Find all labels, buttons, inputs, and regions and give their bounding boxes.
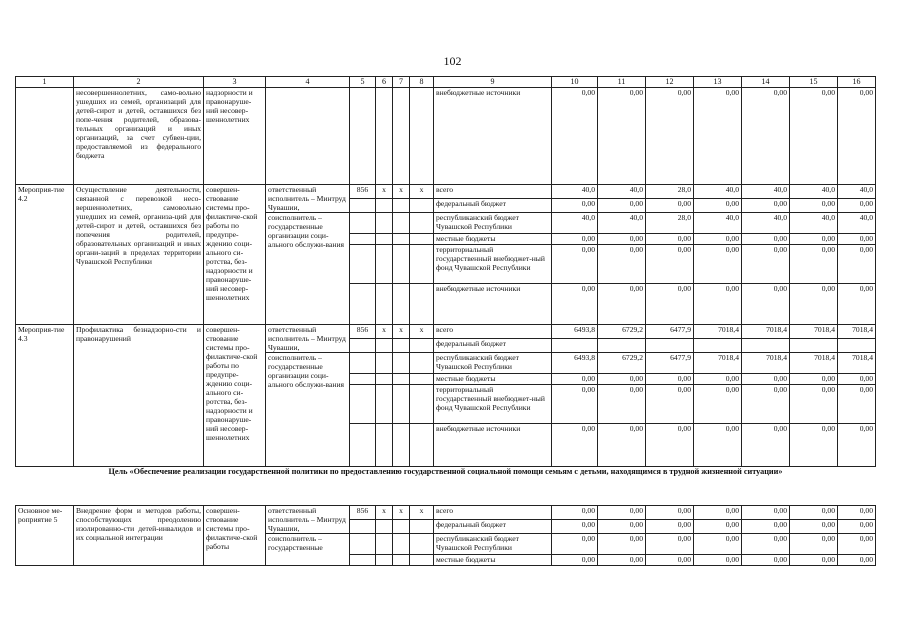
value-cell [694, 339, 742, 353]
table-cell [410, 199, 434, 213]
code-cell: x [393, 185, 410, 199]
value-cell: 0,00 [598, 520, 646, 534]
value-cell: 0,00 [598, 234, 646, 245]
value-cell: 0,00 [790, 284, 838, 325]
value-cell: 0,00 [552, 520, 598, 534]
value-cell: 0,00 [838, 234, 876, 245]
table-cell [350, 284, 376, 325]
funding-source: республиканский бюджет Чувашской Республики [434, 353, 552, 374]
measure-goal: совершен-ствование системы про-филактиче-ской работы [204, 506, 266, 566]
column-header: 2 [74, 77, 204, 88]
table-cell [350, 385, 376, 424]
table-cell [410, 88, 434, 185]
table-cell [266, 88, 350, 185]
funding-source: территориальный государственный внебюджет-ный фонд Чувашской Республики [434, 385, 552, 424]
table-cell [376, 284, 393, 325]
value-cell: 0,00 [838, 424, 876, 467]
value-cell: 0,00 [598, 284, 646, 325]
value-cell [742, 339, 790, 353]
value-cell: 0,00 [552, 506, 598, 520]
value-cell: 0,00 [694, 199, 742, 213]
table-cell [350, 213, 376, 234]
value-cell: 0,00 [552, 555, 598, 566]
value-cell: 0,00 [790, 374, 838, 385]
value-cell: 0,00 [694, 506, 742, 520]
column-header: 7 [393, 77, 410, 88]
value-cell: 0,00 [598, 424, 646, 467]
funding-source: федеральный бюджет [434, 339, 552, 353]
value-cell: 0,00 [790, 424, 838, 467]
value-cell: 0,00 [694, 424, 742, 467]
value-cell: 0,00 [646, 385, 694, 424]
value-cell: 0,00 [790, 506, 838, 520]
value-cell: 0,00 [838, 555, 876, 566]
column-header: 12 [646, 77, 694, 88]
responsible-executor: ответственный исполнитель – Минтруд Чувашии, [266, 506, 350, 534]
value-cell: 0,00 [694, 555, 742, 566]
table-cell [376, 385, 393, 424]
value-cell: 6493,8 [552, 353, 598, 374]
column-header: 10 [552, 77, 598, 88]
goal-row [16, 467, 876, 506]
table-cell [393, 534, 410, 555]
value-cell: 0,00 [742, 245, 790, 284]
funding-source: местные бюджеты [434, 234, 552, 245]
co-executor: соисполнитель – государственные [266, 534, 350, 566]
table-cell [410, 424, 434, 467]
value-cell: 0,00 [742, 374, 790, 385]
table-cell [350, 199, 376, 213]
value-cell: 0,00 [694, 374, 742, 385]
table-cell [393, 353, 410, 374]
table-cell [376, 424, 393, 467]
value-cell: 0,00 [742, 506, 790, 520]
funding-row [16, 185, 876, 199]
value-cell: 0,00 [552, 385, 598, 424]
value-cell: 0,00 [790, 245, 838, 284]
table-cell [376, 234, 393, 245]
code-grbs: 856 [350, 185, 376, 199]
value-cell: 0,00 [742, 234, 790, 245]
value-cell: 0,00 [646, 284, 694, 325]
funding-source: федеральный бюджет [434, 199, 552, 213]
value-cell: 40,0 [742, 185, 790, 199]
funding-source: всего [434, 506, 552, 520]
value-cell: 0,00 [646, 88, 694, 185]
value-cell: 7018,4 [694, 325, 742, 339]
value-cell: 0,00 [742, 424, 790, 467]
table-cell [393, 555, 410, 566]
table-cell [410, 353, 434, 374]
value-cell: 40,0 [838, 213, 876, 234]
measure-id: Мероприя-тие 4.2 [16, 185, 74, 325]
value-cell: 0,00 [552, 234, 598, 245]
measure-goal: совершен-ствование системы про-филактиче-ской работы по предупре-ждению соци-ального си-ротства, без-надзорности и правонаруше-ний несовер-шеннолетних [204, 185, 266, 325]
value-cell: 0,00 [790, 534, 838, 555]
value-cell: 0,00 [552, 199, 598, 213]
table-cell [350, 245, 376, 284]
code-cell: x [376, 185, 393, 199]
value-cell: 0,00 [694, 234, 742, 245]
value-cell: 0,00 [694, 284, 742, 325]
table-cell [376, 199, 393, 213]
value-cell: 0,00 [742, 520, 790, 534]
value-cell: 7018,4 [838, 325, 876, 339]
value-cell: 40,0 [838, 185, 876, 199]
table-cell [410, 385, 434, 424]
value-cell: 0,00 [790, 199, 838, 213]
value-cell: 40,0 [694, 213, 742, 234]
value-cell: 0,00 [598, 385, 646, 424]
value-cell: 0,00 [694, 385, 742, 424]
code-cell: x [376, 325, 393, 339]
table-cell [393, 339, 410, 353]
funding-source: республиканский бюджет Чувашской Республики [434, 213, 552, 234]
value-cell: 28,0 [646, 213, 694, 234]
column-header: 1 [16, 77, 74, 88]
value-cell: 0,00 [552, 534, 598, 555]
measure-goal: совершен-ствование системы про-филактиче-ской работы по предупре-ждению соци-ального си-ротства, без-надзорности и правонаруше-ний несовер-шеннолетних [204, 325, 266, 467]
table-cell [393, 374, 410, 385]
table-cell [350, 339, 376, 353]
value-cell: 0,00 [598, 534, 646, 555]
value-cell: 7018,4 [838, 353, 876, 374]
table-cell [376, 353, 393, 374]
value-cell: 40,0 [742, 213, 790, 234]
value-cell: 0,00 [742, 88, 790, 185]
continuation-row [16, 88, 876, 185]
goal-heading: Цель «Обеспечение реализации государственной политики по предоставлению государственной социальной помощи семьям с детьми, находящимся в трудной жизненной ситуации» [16, 467, 876, 506]
value-cell: 0,00 [790, 555, 838, 566]
value-cell: 0,00 [552, 88, 598, 185]
table-cell [393, 520, 410, 534]
value-cell: 40,0 [790, 185, 838, 199]
value-cell: 7018,4 [694, 353, 742, 374]
value-cell: 0,00 [838, 520, 876, 534]
table-cell [393, 245, 410, 284]
column-header: 9 [434, 77, 552, 88]
measure-description: несовершеннолетних, само-вольно ушедших из семей, организаций для детей-сирот и детей, оставшихся без попе-чения родителей, образова-тельных организаций и иных организаций, за счет субвен-ции, предоставляемой из федерального бюджета [74, 88, 204, 185]
code-grbs: 856 [350, 325, 376, 339]
column-header: 16 [838, 77, 876, 88]
table-cell [410, 534, 434, 555]
table-cell [376, 245, 393, 284]
value-cell: 0,00 [598, 88, 646, 185]
funding-source: местные бюджеты [434, 374, 552, 385]
responsible-executor: ответственный исполнитель – Минтруд Чувашии, [266, 325, 350, 353]
value-cell: 0,00 [598, 245, 646, 284]
table-cell [350, 353, 376, 374]
value-cell: 7018,4 [790, 325, 838, 339]
measure-id: Основное ме-роприятие 5 [16, 506, 74, 566]
column-header: 8 [410, 77, 434, 88]
value-cell: 0,00 [646, 234, 694, 245]
code-grbs: 856 [350, 506, 376, 520]
column-header: 5 [350, 77, 376, 88]
funding-row [16, 325, 876, 339]
value-cell: 0,00 [646, 520, 694, 534]
column-header: 4 [266, 77, 350, 88]
value-cell: 0,00 [646, 199, 694, 213]
value-cell: 0,00 [838, 374, 876, 385]
page-number: 102 [443, 54, 462, 68]
table-cell [350, 520, 376, 534]
measure-goal: надзорности и правонаруше-ний несовер-шеннолетних [204, 88, 266, 185]
table-cell [393, 234, 410, 245]
value-cell: 0,00 [838, 506, 876, 520]
table-cell [376, 534, 393, 555]
value-cell: 0,00 [838, 199, 876, 213]
value-cell: 0,00 [742, 555, 790, 566]
value-cell [646, 339, 694, 353]
table-cell [350, 88, 376, 185]
value-cell [552, 339, 598, 353]
value-cell: 7018,4 [790, 353, 838, 374]
value-cell: 28,0 [646, 185, 694, 199]
column-header: 13 [694, 77, 742, 88]
table-cell [393, 199, 410, 213]
column-header: 14 [742, 77, 790, 88]
funding-source: местные бюджеты [434, 555, 552, 566]
value-cell: 40,0 [598, 213, 646, 234]
value-cell: 40,0 [598, 185, 646, 199]
value-cell: 0,00 [694, 520, 742, 534]
value-cell: 0,00 [552, 424, 598, 467]
table-cell [376, 339, 393, 353]
value-cell: 0,00 [742, 199, 790, 213]
table-cell [410, 374, 434, 385]
value-cell: 0,00 [598, 555, 646, 566]
table-cell [410, 213, 434, 234]
table-cell [350, 534, 376, 555]
value-cell: 6477,9 [646, 353, 694, 374]
table-cell [376, 88, 393, 185]
table-cell [16, 88, 74, 185]
value-cell: 0,00 [790, 88, 838, 185]
funding-source: территориальный государственный внебюджет-ный фонд Чувашской Республики [434, 245, 552, 284]
table-cell [376, 520, 393, 534]
column-header: 6 [376, 77, 393, 88]
value-cell: 0,00 [742, 534, 790, 555]
value-cell: 0,00 [694, 88, 742, 185]
value-cell: 40,0 [552, 213, 598, 234]
code-cell: x [410, 325, 434, 339]
code-cell: x [410, 185, 434, 199]
value-cell: 0,00 [646, 555, 694, 566]
table-cell [350, 374, 376, 385]
table-cell [350, 424, 376, 467]
code-cell: x [393, 325, 410, 339]
value-cell [838, 339, 876, 353]
value-cell: 0,00 [838, 534, 876, 555]
value-cell: 0,00 [552, 245, 598, 284]
value-cell: 0,00 [646, 534, 694, 555]
value-cell: 0,00 [742, 284, 790, 325]
table-cell [376, 555, 393, 566]
funding-row [16, 506, 876, 520]
table-cell [410, 555, 434, 566]
funding-source: федеральный бюджет [434, 520, 552, 534]
value-cell: 0,00 [838, 284, 876, 325]
table-cell [350, 555, 376, 566]
value-cell: 6729,2 [598, 353, 646, 374]
table-cell [393, 284, 410, 325]
value-cell: 0,00 [742, 385, 790, 424]
value-cell: 0,00 [790, 234, 838, 245]
table-cell [393, 385, 410, 424]
table-cell [410, 234, 434, 245]
measure-description: Внедрение форм и методов работы, способствующих преодолению изолированно-сти детей-инвалидов и их социальной интеграции [74, 506, 204, 566]
funding-source: внебюджетные источники [434, 284, 552, 325]
table-cell [393, 424, 410, 467]
column-header: 15 [790, 77, 838, 88]
code-cell: x [410, 506, 434, 520]
co-executor: соисполнитель – государственные организации соци-ального обслужи-вания [266, 213, 350, 325]
value-cell: 0,00 [598, 374, 646, 385]
table-cell [393, 88, 410, 185]
value-cell: 0,00 [552, 284, 598, 325]
column-header: 11 [598, 77, 646, 88]
value-cell: 0,00 [646, 424, 694, 467]
value-cell: 0,00 [838, 245, 876, 284]
funding-source: внебюджетные источники [434, 88, 552, 185]
table-cell [350, 234, 376, 245]
value-cell: 40,0 [552, 185, 598, 199]
value-cell: 0,00 [694, 245, 742, 284]
value-cell: 6729,2 [598, 325, 646, 339]
measure-id: Мероприя-тие 4.3 [16, 325, 74, 467]
measure-description: Осуществление деятельности, связанной с перевозкой несо-вершеннолетних, самовольно ушедших из семей, организа-ций для детей-сирот и детей, оставшихся без попечения родителей, образовательных организаций и иных органи-заций в пределах территории Чувашской Республики [74, 185, 204, 325]
code-cell: x [376, 506, 393, 520]
measure-description: Профилактика безнадзорно-сти и правонарушений [74, 325, 204, 467]
funding-source: всего [434, 185, 552, 199]
table-cell [376, 374, 393, 385]
value-cell: 0,00 [838, 88, 876, 185]
value-cell: 0,00 [598, 506, 646, 520]
budget-table [15, 76, 876, 566]
value-cell: 40,0 [694, 185, 742, 199]
table-cell [410, 520, 434, 534]
table-cell [410, 339, 434, 353]
value-cell: 0,00 [598, 199, 646, 213]
value-cell: 0,00 [838, 385, 876, 424]
table-cell [376, 213, 393, 234]
value-cell: 7018,4 [742, 325, 790, 339]
table-cell [410, 245, 434, 284]
value-cell: 0,00 [694, 534, 742, 555]
value-cell [598, 339, 646, 353]
value-cell [790, 339, 838, 353]
value-cell: 0,00 [790, 520, 838, 534]
value-cell: 40,0 [790, 213, 838, 234]
value-cell: 6493,8 [552, 325, 598, 339]
value-cell: 0,00 [646, 506, 694, 520]
funding-source: республиканский бюджет Чувашской Республики [434, 534, 552, 555]
funding-source: внебюджетные источники [434, 424, 552, 467]
responsible-executor: ответственный исполнитель – Минтруд Чувашии, [266, 185, 350, 213]
value-cell: 0,00 [646, 245, 694, 284]
value-cell: 0,00 [790, 385, 838, 424]
value-cell: 6477,9 [646, 325, 694, 339]
co-executor: соисполнитель – государственные организации соци-ального обслужи-вания [266, 353, 350, 467]
funding-source: всего [434, 325, 552, 339]
table-cell [393, 213, 410, 234]
header-row [16, 77, 876, 88]
value-cell: 7018,4 [742, 353, 790, 374]
code-cell: x [393, 506, 410, 520]
value-cell: 0,00 [646, 374, 694, 385]
table-cell [410, 284, 434, 325]
column-header: 3 [204, 77, 266, 88]
value-cell: 0,00 [552, 374, 598, 385]
